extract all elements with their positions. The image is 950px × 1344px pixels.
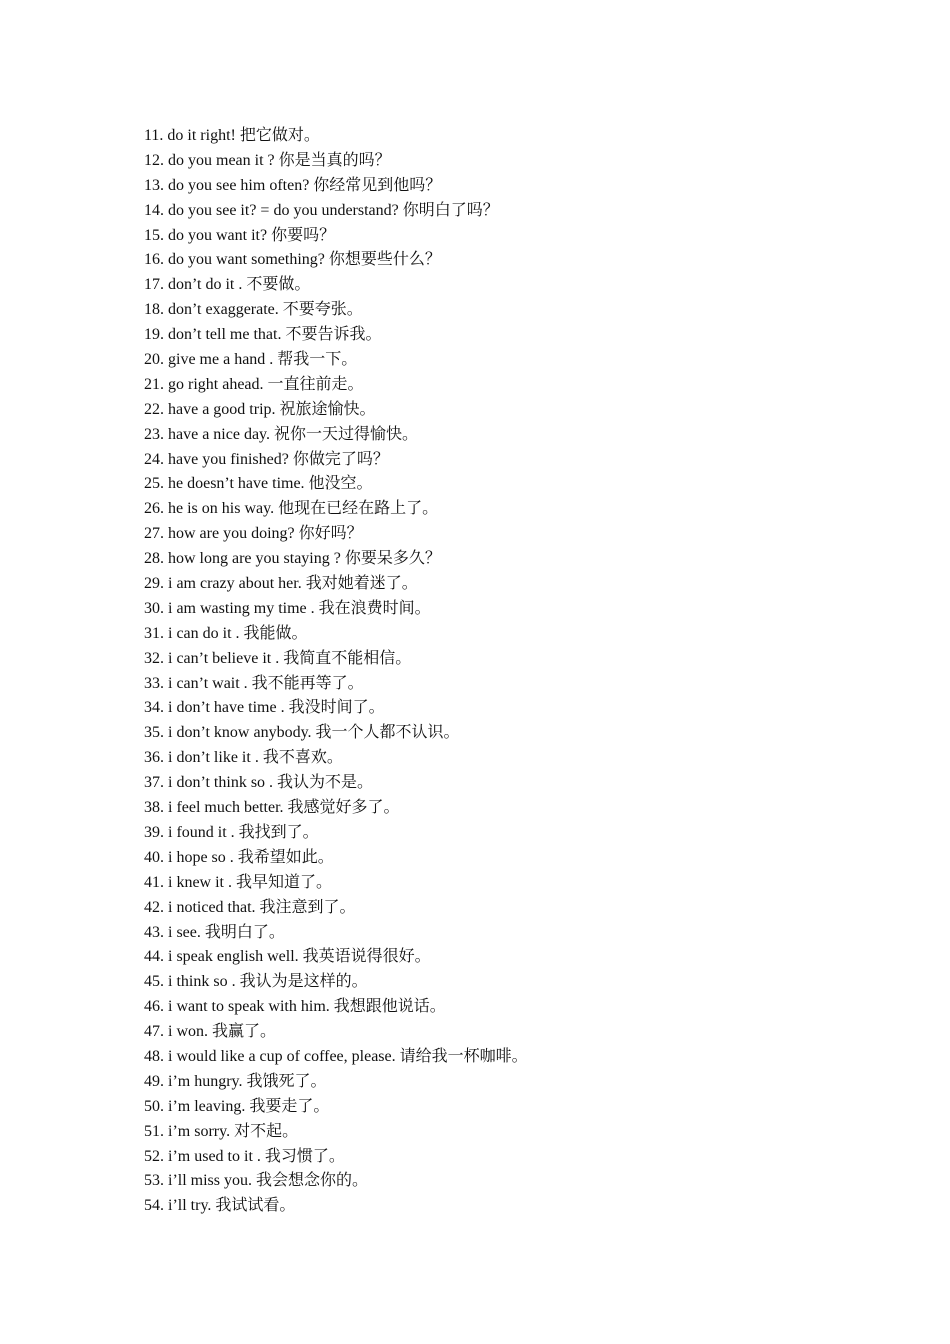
phrase-line: 24. have you finished? 你做完了吗？ xyxy=(144,450,389,468)
phrase-line: 19. don’t tell me that. 不要告诉我。 xyxy=(144,326,382,344)
phrase-line: 38. i feel much better. 我感觉好多了。 xyxy=(144,799,400,817)
phrase-line: 28. how long are you staying ? 你要呆多久？ xyxy=(144,550,441,568)
phrase-line: 52. i’m used to it . 我习惯了。 xyxy=(144,1147,345,1165)
phrase-line: 37. i don’t think so . 我认为不是。 xyxy=(144,774,374,792)
phrase-line: 41. i knew it . 我早知道了。 xyxy=(144,873,332,891)
phrase-line: 21. go right ahead. 一直往前走。 xyxy=(144,375,364,393)
phrase-line: 26. he is on his way. 他现在已经在路上了。 xyxy=(144,500,439,518)
phrase-line: 15. do you want it? 你要吗？ xyxy=(144,226,336,244)
phrase-line: 34. i don’t have time . 我没时间了。 xyxy=(144,699,385,717)
phrase-line: 12. do you mean it ? 你是当真的吗？ xyxy=(144,151,391,169)
phrase-line: 11. do it right! 把它做对。 xyxy=(144,127,320,144)
phrase-line: 27. how are you doing? 你好吗？ xyxy=(144,525,363,543)
phrase-line: 25. he doesn’t have time. 他没空。 xyxy=(144,475,373,493)
phrase-line: 39. i found it . 我找到了。 xyxy=(144,823,319,841)
phrase-line: 40. i hope so . 我希望如此。 xyxy=(144,848,334,866)
phrase-line: 16. do you want something? 你想要些什么？ xyxy=(144,251,441,269)
phrase-line: 54. i’ll try. 我试试看。 xyxy=(144,1197,296,1215)
phrase-line: 29. i am crazy about her. 我对她着迷了。 xyxy=(144,575,418,593)
phrase-list xyxy=(144,124,528,1219)
phrase-line: 14. do you see it? = do you understand? 你明白了吗？ xyxy=(144,201,499,219)
phrase-line: 50. i’m leaving. 我要走了。 xyxy=(144,1097,330,1115)
phrase-line: 47. i won. 我赢了。 xyxy=(144,1023,277,1041)
phrase-line: 46. i want to speak with him. 我想跟他说话。 xyxy=(144,998,446,1016)
phrase-line: 18. don’t exaggerate. 不要夸张。 xyxy=(144,301,363,319)
phrase-line: 20. give me a hand . 帮我一下。 xyxy=(144,351,358,369)
phrase-line: 13. do you see him often? 你经常见到他吗？ xyxy=(144,176,442,194)
phrase-line: 17. don’t do it . 不要做。 xyxy=(144,276,311,294)
phrase-line: 33. i can’t wait . 我不能再等了。 xyxy=(144,674,364,692)
phrase-line: 31. i can do it . 我能做。 xyxy=(144,624,308,642)
phrase-line: 32. i can’t believe it . 我简直不能相信。 xyxy=(144,649,412,667)
phrase-line: 53. i’ll miss you. 我会想念你的。 xyxy=(144,1172,369,1190)
phrase-line: 43. i see. 我明白了。 xyxy=(144,923,285,941)
phrase-line: 49. i’m hungry. 我饿死了。 xyxy=(144,1072,327,1090)
phrase-line: 30. i am wasting my time . 我在浪费时间。 xyxy=(144,599,431,617)
phrase-line: 45. i think so . 我认为是这样的。 xyxy=(144,973,368,991)
phrase-line: 51. i’m sorry. 对不起。 xyxy=(144,1122,299,1140)
phrase-line: 36. i don’t like it . 我不喜欢。 xyxy=(144,749,343,767)
phrase-line: 23. have a nice day. 祝你一天过得愉快。 xyxy=(144,425,419,443)
phrase-line: 42. i noticed that. 我注意到了。 xyxy=(144,898,356,916)
phrase-line: 48. i would like a cup of coffee, please. 请给我一杯咖啡。 xyxy=(144,1047,528,1065)
phrase-line: 35. i don’t know anybody. 我一个人都不认识。 xyxy=(144,724,460,742)
phrase-line: 44. i speak english well. 我英语说得很好。 xyxy=(144,948,431,966)
phrase-line: 22. have a good trip. 祝旅途愉快。 xyxy=(144,400,376,418)
